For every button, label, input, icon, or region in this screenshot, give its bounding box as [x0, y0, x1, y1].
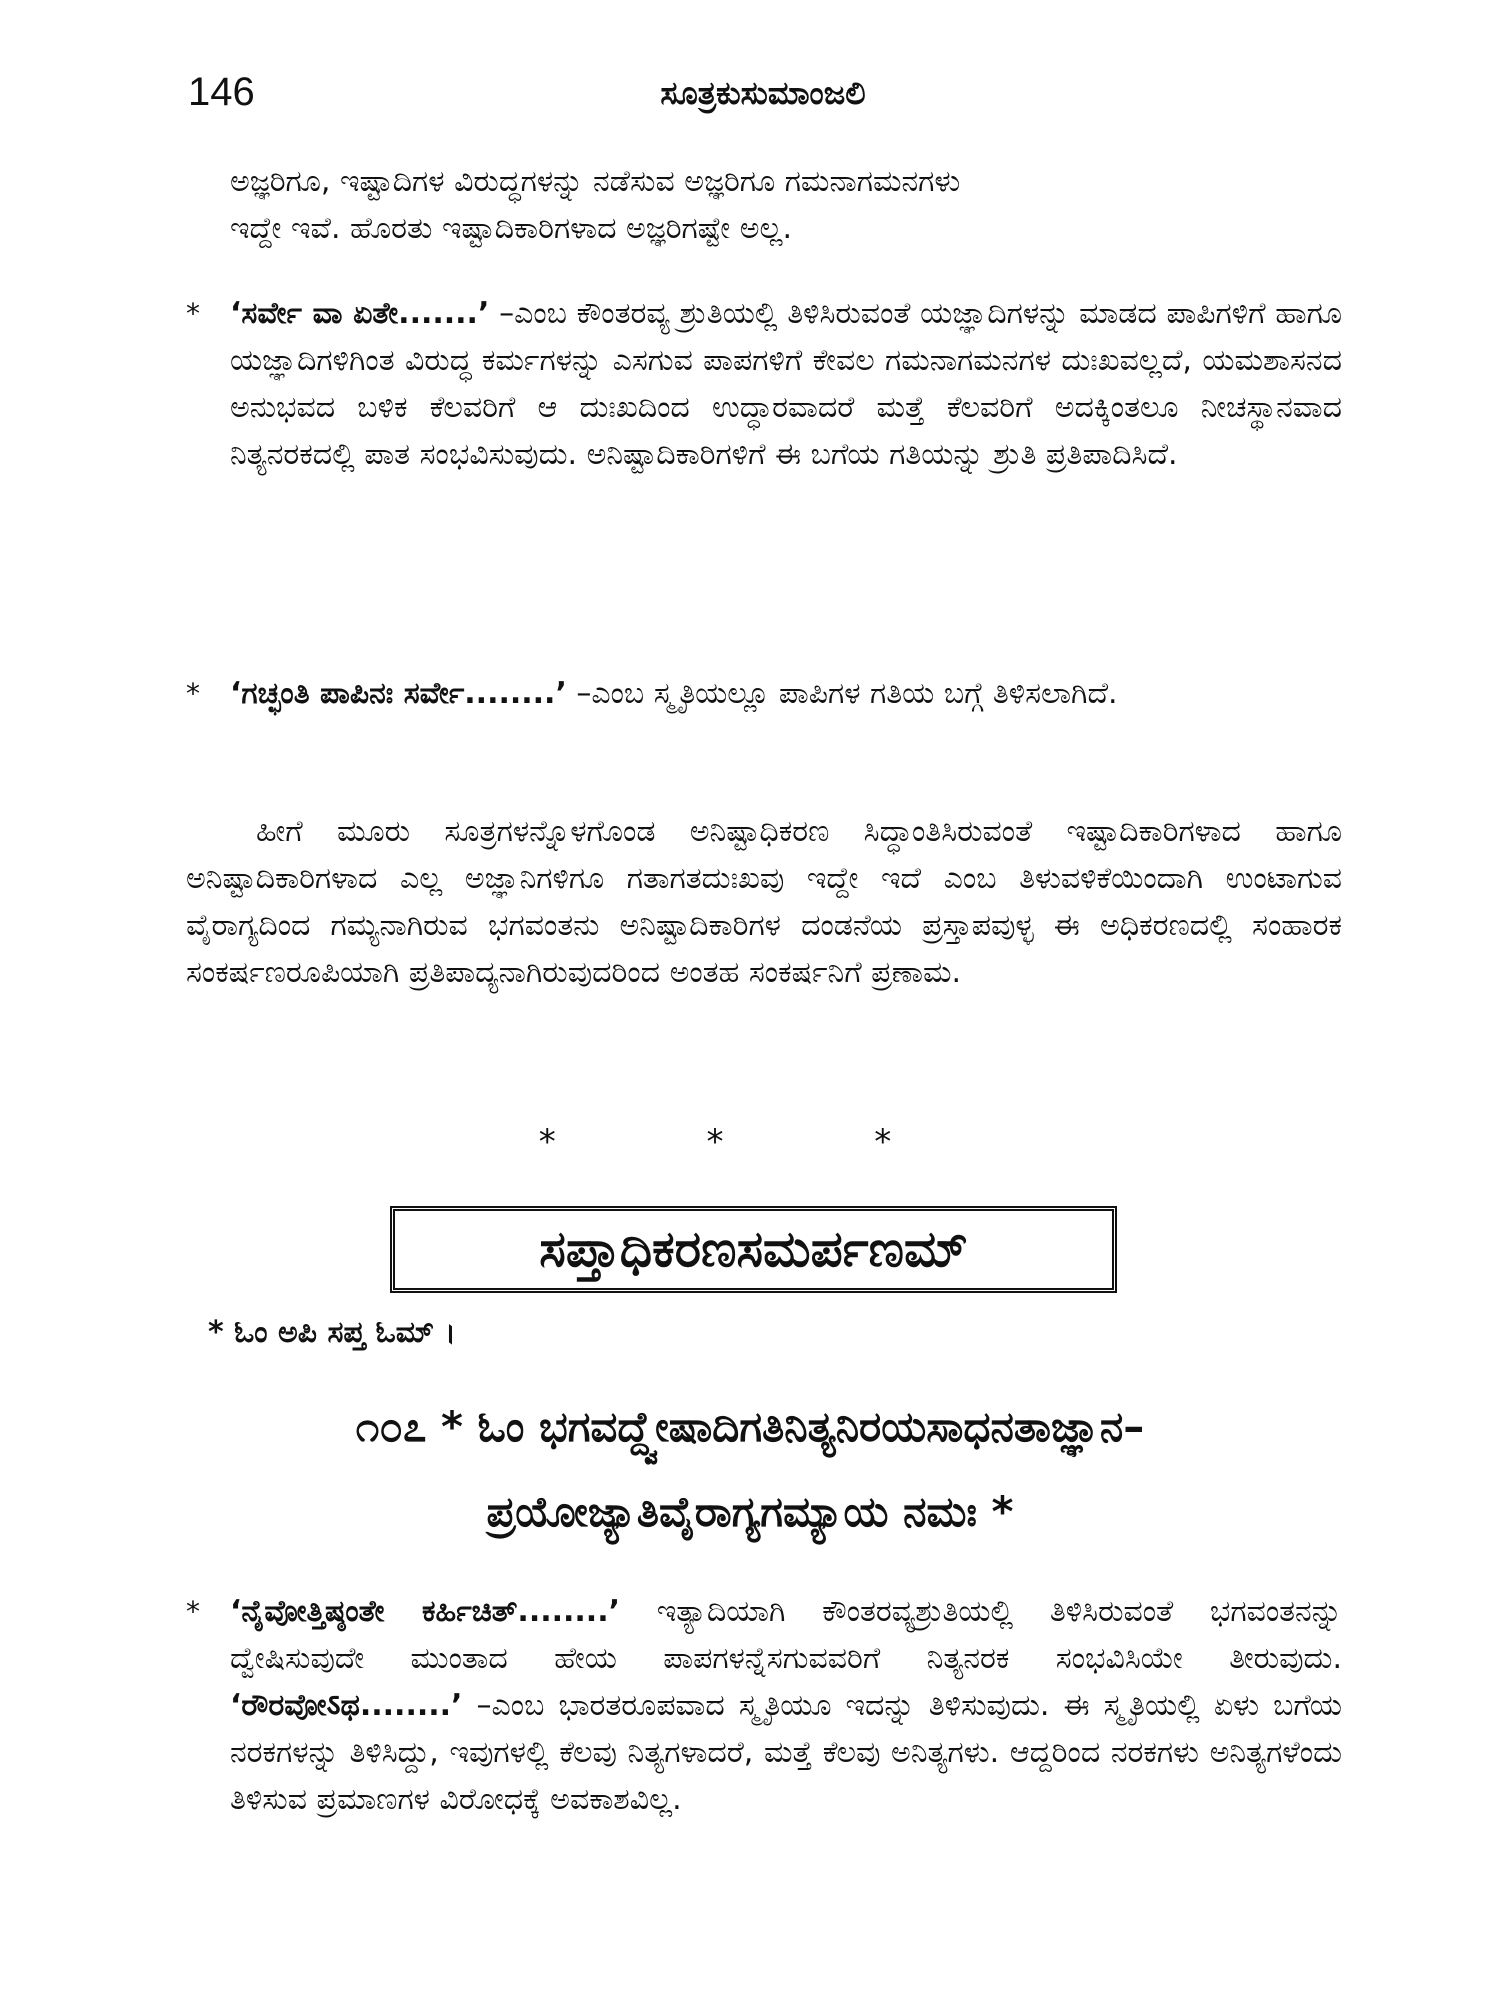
page-number: 146: [188, 70, 255, 114]
note-bullet: *: [186, 677, 200, 710]
continuation-line: ಇದ್ದೇ ಇವೆ. ಹೊರತು ಇಷ್ಟಾದಿಕಾರಿಗಳಾದ ಅಜ್ಞರಿಗಷ್ಟೇ ಅಲ್ಲ.: [230, 211, 793, 246]
note-naraka: [186, 1588, 1342, 1823]
note-quote: ‘ಸರ್ವೇ ವಾ ಏತೇ.......’: [230, 296, 490, 331]
note-quote: ‘ನೈವೋತ್ತಿಷ್ಠಂತೇ ಕರ್ಹಿಚಿತ್........’: [230, 1594, 620, 1629]
note-bullet: *: [186, 297, 200, 330]
section-title-box: [390, 1206, 1117, 1293]
note-smriti: [186, 670, 1342, 717]
note-body: ಇತ್ಯಾದಿಯಾಗಿ ಕೌಂತರವ್ಯಶ್ರುತಿಯಲ್ಲಿ ತಿಳಿಸಿರುವಂತೆ ಭಗವಂತನನ್ನು ದ್ವೇಷಿಸುವುದೇ ಮುಂತಾದ ಹೇಯ ಪಾಪಗಳನ್ನೆಸಗುವವರಿಗೆ ನಿತ್ಯನರಕ ಸಂಭವಿಸಿಯೇ ತೀರುವುದು.: [230, 1594, 1342, 1676]
continuation-line: ಅಜ್ಞರಿಗೂ, ಇಷ್ಟಾದಿಗಳ ವಿರುದ್ಧಗಳನ್ನು ನಡೆಸುವ ಅಜ್ಞರಿಗೂ ಗಮನಾಗಮನಗಳು: [230, 164, 961, 199]
note-shruti: [186, 290, 1342, 478]
note-body: –ಎಂಬ ಭಾರತರೂಪವಾದ ಸ್ಮೃತಿಯೂ ಇದನ್ನು ತಿಳಿಸುವುದು. ಈ ಸ್ಮೃತಿಯಲ್ಲಿ ಏಳು ಬಗೆಯ ನರಕಗಳನ್ನು ತಿಳಿಸಿದ್ದು, ಇವುಗಳಲ್ಲಿ ಕೆಲವು ನಿತ್ಯಗಳಾದರೆ, ಮತ್ತೆ ಕೆಲವು ಅನಿತ್ಯಗಳು. ಆದ್ದರಿಂದ ನರಕಗಳು ಅನಿತ್ಯಗಳೆಂದು ತಿಳಿಸುವ ಪ್ರಮಾಣಗಳ ವಿರೋಧಕ್ಕೆ ಅವಕಾಶವಿಲ್ಲ.: [230, 1688, 1342, 1817]
mantra-line: * ಓಂ ಅಪಿ ಸಪ್ತ ಓಮ್ ।: [208, 1315, 456, 1350]
running-title: ಸೂತ್ರಕುಸುಮಾಂಜಲಿ: [660, 74, 866, 112]
divine-name-line-1: ೧೦೭ * ಓಂ ಭಗವದ್ದ್ವೇಷಾದಿಗತಿನಿತ್ಯನಿರಯಸಾಧನತಾಜ್ಞಾನ–: [355, 1402, 1145, 1451]
summary-paragraph: ಹೀಗೆ ಮೂರು ಸೂತ್ರಗಳನ್ನೊಳಗೊಂಡ ಅನಿಷ್ಟಾಧಿಕರಣ ಸಿದ್ಧಾಂತಿಸಿರುವಂತೆ ಇಷ್ಟಾದಿಕಾರಿಗಳಾದ ಹಾಗೂ ಅನಿಷ್ಟಾದಿಕಾರಿಗಳಾದ ಎಲ್ಲ ಅಜ್ಞಾನಿಗಳಿಗೂ ಗತಾಗತದುಃಖವು ಇದ್ದೇ ಇದೆ ಎಂಬ ತಿಳುವಳಿಕೆಯಿಂದಾಗಿ ಉಂಟಾಗುವ ವೈರಾಗ್ಯದಿಂದ ಗಮ್ಯನಾಗಿರುವ ಭಗವಂತನು ಅನಿಷ್ಟಾದಿಕಾರಿಗಳ ದಂಡನೆಯ ಪ್ರಸ್ತಾಪವುಳ್ಳ ಈ ಅಧಿಕರಣದಲ್ಲಿ ಸಂಹಾರಕ ಸಂಕರ್ಷಣರೂಪಿಯಾಗಿ ಪ್ರತಿಪಾದ್ಯನಾಗಿರುವುದರಿಂದ ಅಂತಹ ಸಂಕರ್ಷನಿಗೆ ಪ್ರಣಾಮ.: [186, 814, 1342, 990]
page-header: [188, 70, 1338, 130]
note-body: –ಎಂಬ ಕೌಂತರವ್ಯ ಶ್ರುತಿಯಲ್ಲಿ ತಿಳಿಸಿರುವಂತೆ ಯಜ್ಞಾದಿಗಳನ್ನು ಮಾಡದ ಪಾಪಿಗಳಿಗೆ ಹಾಗೂ ಯಜ್ಞಾದಿಗಳಿಗಿಂತ ವಿರುದ್ಧ ಕರ್ಮಗಳನ್ನು ಎಸಗುವ ಪಾಪಗಳಿಗೆ ಕೇವಲ ಗಮನಾಗಮನಗಳ ದುಃಖವಲ್ಲದೆ, ಯಮಶಾಸನದ ಅನುಭವದ ಬಳಿಕ ಕೆಲವರಿಗೆ ಆ ದುಃಖದಿಂದ ಉದ್ಧಾರವಾದರೆ ಮತ್ತೆ ಕೆಲವರಿಗೆ ಅದಕ್ಕಿಂತಲೂ ನೀಚಸ್ಥಾನವಾದ ನಿತ್ಯನರಕದಲ್ಲಿ ಪಾತ ಸಂಭವಿಸುವುದು. ಅನಿಷ್ಟಾದಿಕಾರಿಗಳಿಗೆ ಈ ಬಗೆಯ ಗತಿಯನ್ನು ಶ್ರುತಿ ಪ್ರತಿಪಾದಿಸಿದೆ.: [230, 296, 1342, 472]
note-text: [230, 670, 1342, 717]
note-bullet: *: [186, 1595, 200, 1628]
divine-name-line-2: ಪ್ರಯೋಜ್ಯಾತಿವೈರಾಗ್ಯಗಮ್ಯಾಯ ನಮಃ *: [486, 1487, 1014, 1536]
note-quote: ‘ರೌರವೋऽಥ........’: [230, 1688, 463, 1723]
note-text: [230, 1588, 1342, 1823]
section-title: ಸಪ್ತಾಧಿಕರಣಸಮರ್ಪಣಮ್: [539, 1220, 968, 1278]
note-body: –ಎಂಬ ಸ್ಮೃತಿಯಲ್ಲೂ ಪಾಪಿಗಳ ಗತಿಯ ಬಗ್ಗೆ ತಿಳಿಸಲಾಗಿದೆ.: [566, 676, 1118, 711]
continuation-paragraph: [230, 158, 1342, 252]
section-separator: * * *: [538, 1122, 962, 1162]
note-quote: ‘ಗಚ್ಛಂತಿ ಪಾಪಿನಃ ಸರ್ವೇ........’: [230, 676, 567, 711]
note-text: [230, 290, 1342, 478]
